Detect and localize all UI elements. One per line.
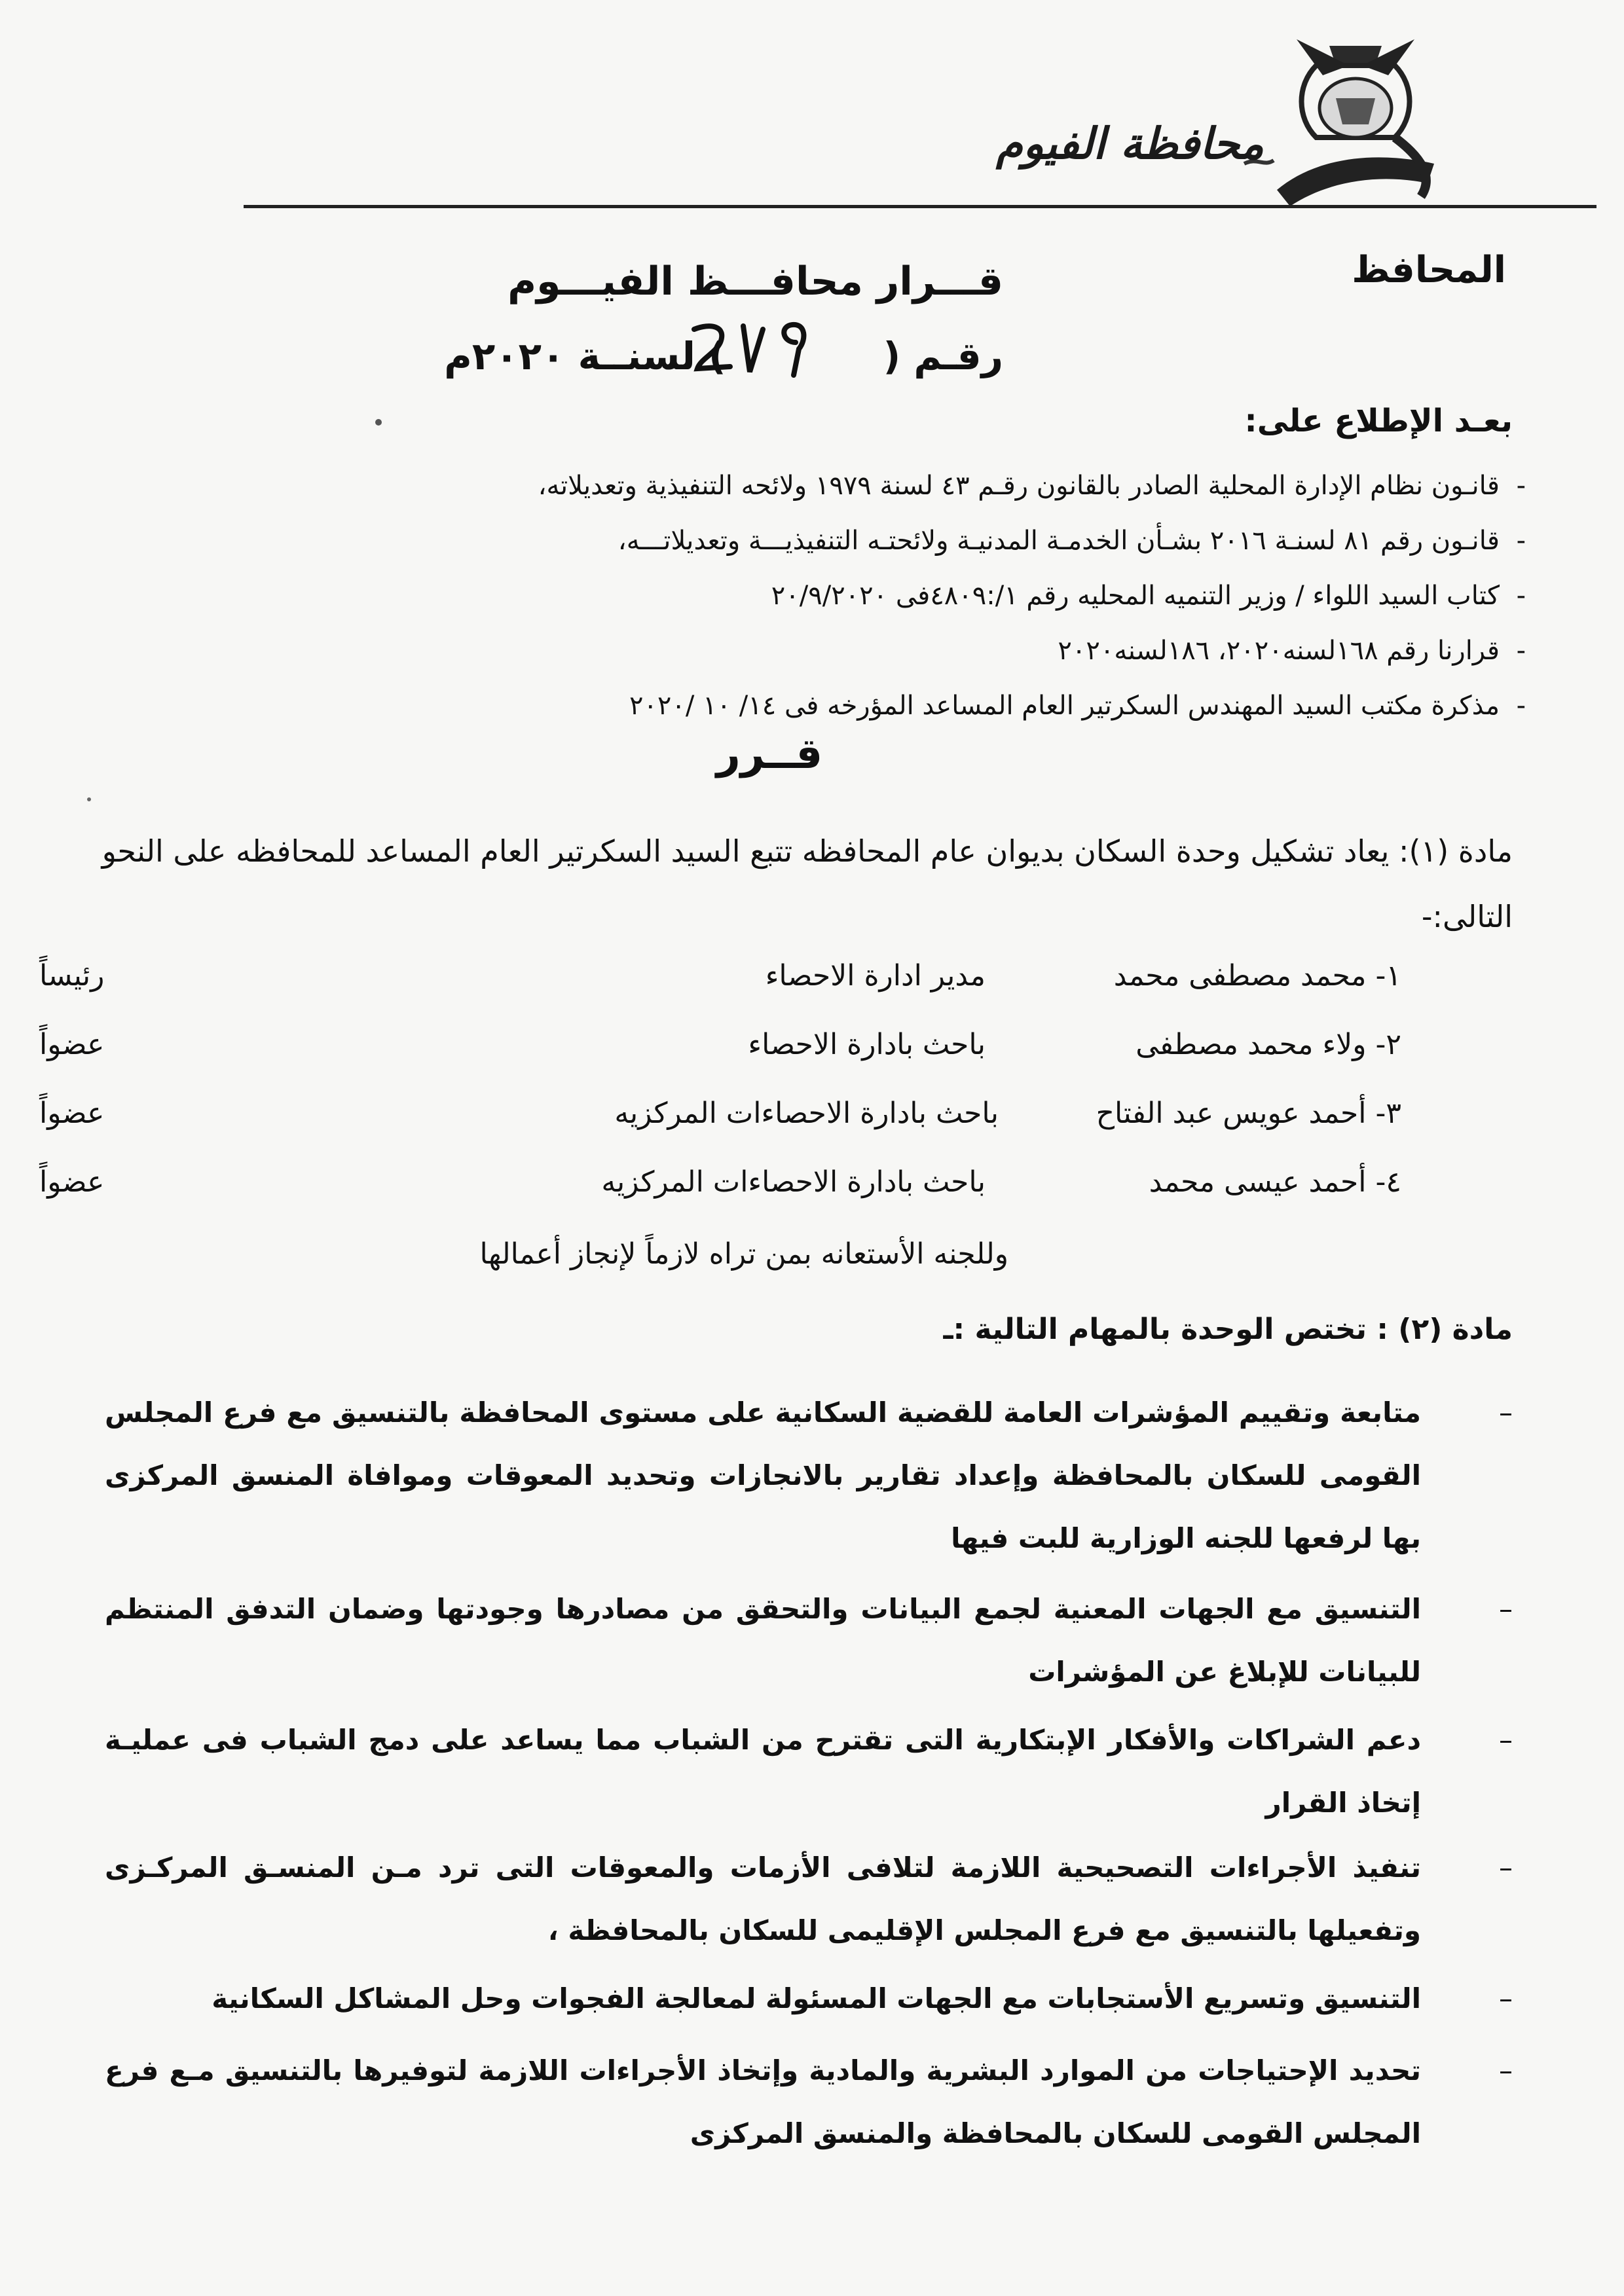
list-item: -قانـون نظام الإدارة المحلية الصادر بالقانون رقـم ٤٣ لسنة ١٩٧٩ ولائحه التنفيذية وتعديلاته، [538, 471, 1526, 501]
member-job: باحث بادارة الاحصاء [748, 1028, 986, 1061]
preamble-heading: بعـد الإطلاع على: [1244, 403, 1513, 439]
member-job: مدير ادارة الاحصاء [765, 959, 986, 993]
table-row [39, 959, 1401, 1025]
list-item: – دعم الشراكات والأفكار الإبتكارية التى تقترح من الشباب مما يساعد على دمج الشباب فى عمليـة إتخاذ القرار [105, 1724, 1513, 1819]
article-1-text: مادة (١): يعاد تشكيل وحدة السكان بديوان عام المحافظه تتبع السيد السكرتير العام المساعد للمحافظه على النحو التالى:- [101, 833, 1513, 934]
member-name: ١- محمد مصطفى محمد [1113, 959, 1401, 993]
list-item: -كتاب السيد اللواء / وزير التنميه المحليه رقم ١/:٤٨٠٩فى ٢٠/٩/٢٠٢٠ [771, 581, 1526, 611]
member-name: ٣- أحمد عويس عبد الفتاح [1096, 1097, 1401, 1130]
list-item: – تنفيذ الأجراءات التصحيحية اللازمة لتلافى الأزمات والمعوقات التى ترد مـن المنسـق المركـزى وتفعيلها بالتنسيق مع فرع المجلس الإقليمى للسكان بالمحافظة ، [105, 1851, 1513, 1946]
table-row [39, 1028, 1401, 1093]
decree-number-suffix: ) لسنــة ٢٠٢٠م [444, 334, 726, 378]
governorate-name: محافظة الفيوم [996, 118, 1264, 169]
header-rule [244, 205, 1596, 208]
article-2-heading: مادة (٢) : تختص الوحدة بالمهام التالية :ـ [943, 1313, 1513, 1346]
list-item: -مذكرة مكتب السيد المهندس السكرتير العام المساعد المؤرخه فى ١٤/ ١٠ /٢٠٢٠ [629, 691, 1526, 721]
member-name: ٢- ولاء محمد مصطفى [1135, 1028, 1401, 1061]
member-role: رئيساً [39, 959, 105, 993]
list-item: -قانـون رقم ٨١ لسنـة ٢٠١٦ بشـأن الخدمـة المدنيـة ولائحتـه التنفيذيـــة وتعديلاتـــه، [618, 526, 1526, 556]
list-item: -قرارنا رقم ١٦٨لسنه٢٠٢٠، ١٨٦لسنه٢٠٢٠ [1058, 636, 1526, 666]
member-job: باحث بادارة الاحصاءات المركزيه [614, 1097, 999, 1130]
official-title: المحافظ [1352, 249, 1506, 291]
list-item: – تحديد الإحتياجات من الموارد البشرية والمادية وإتخاذ الأجراءات اللازمة لتوفيرها بالتنسيق مـع فرع المجلس القومى للسكان بالمحافظة والمنسق المركزى [105, 2054, 1513, 2149]
list-item: – التنسيق مع الجهات المعنية لجمع البيانات والتحقق من مصادرها وجودتها وضمان التدفق المنتظم للبيانات للإبلاغ عن المؤشرات [105, 1593, 1513, 1688]
member-role: عضواً [39, 1028, 105, 1061]
scan-speck [87, 797, 91, 801]
table-row [39, 1097, 1401, 1162]
scan-speck [375, 419, 382, 426]
tasks-list [105, 1381, 1513, 2170]
preamble-list [282, 458, 1526, 733]
decided-heading: قــرر [716, 730, 823, 778]
member-role: عضواً [39, 1165, 105, 1199]
member-name: ٤- أحمد عيسى محمد [1149, 1165, 1401, 1199]
decree-title: قـــرار محافـــظ الفيـــوم [507, 259, 1003, 304]
list-item: – متابعة وتقييم المؤشرات العامة للقضية السكانية على مستوى المحافظة بالتنسيق مع فرع المجلس القومى للسكان بالمحافظة وإعداد تقارير بالانجازات وتحديد المعوقات وموافاة المنسق المركزى بها لرفعها للجنه الوزارية للبت فيها [105, 1396, 1513, 1554]
handwritten-decree-number [681, 313, 819, 385]
committee-note: وللجنه الأستعانه بمن تراه لازماً لإنجاز أعمالها [479, 1237, 1008, 1271]
list-item: – التنسيق وتسريع الأستجابات مع الجهات المسئولة لمعالجة الفجوات وحل المشاكل السكانية [212, 1982, 1513, 2014]
member-role: عضواً [39, 1097, 105, 1130]
table-row [39, 1165, 1401, 1231]
member-job: باحث بادارة الاحصاءات المركزيه [601, 1165, 986, 1199]
decree-number-prefix: رقـم ( [883, 334, 1003, 378]
